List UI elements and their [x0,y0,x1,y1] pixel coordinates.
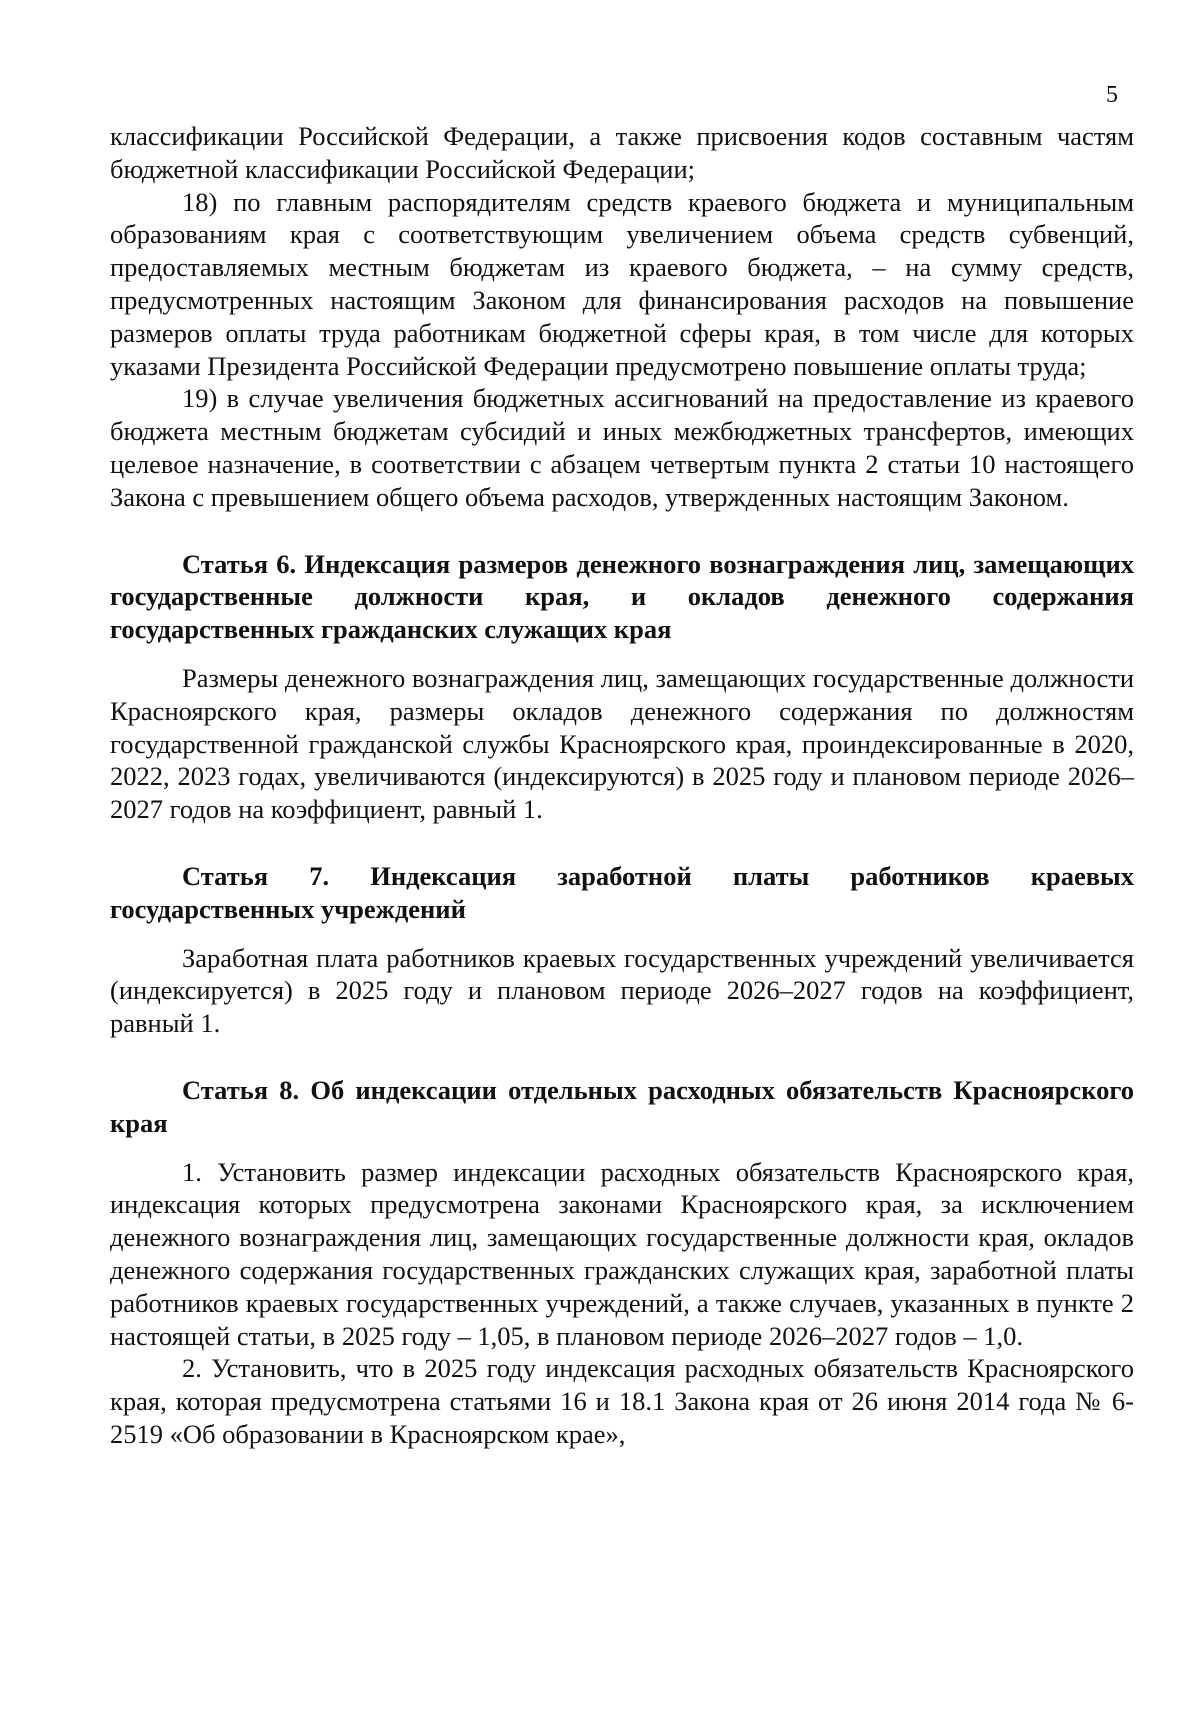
paragraph-item-19: 19) в случае увеличения бюджетных ассигнований на предоставление из краевого бюджета местным бюджетам субсидий и иных межбюджетных трансфертов, имеющих целевое назначение, в соответствии с абзацем четвертым пункта 2 статьи 10 настоящего Закона с превышением общего объема расходов, утвержденных настоящим Законом. [110,383,1134,512]
article-8-item-2: 2. Установить, что в 2025 году индексация расходных обязательств Красноярского края, которая предусмотрена статьями 16 и 18.1 Закона края от 26 июня 2014 года № 6-2519 «Об образовании в Красноярском крае», [110,1353,1134,1449]
page-number: 5 [1106,82,1118,108]
document-body [110,120,1134,1451]
article-7-text: Заработная плата работников краевых государственных учреждений увеличивается (индексируется) в 2025 году и плановом периоде 2026–2027 годов на коэффициент, равный 1. [110,942,1134,1039]
article-6-text: Размеры денежного вознаграждения лиц, замещающих государственные должности Красноярского края, размеры окладов денежного содержания по должностям государственной гражданской службы Красноярского края, проиндексированные в 2020, 2022, 2023 годах, увеличиваются (индексируются) в 2025 году и плановом периоде 2026–2027 годов на коэффициент, равный 1. [110,662,1134,825]
article-8-heading: Статья 8. Об индексации отдельных расходных обязательств Красноярского края [110,1074,1134,1138]
article-7-heading: Статья 7. Индексация заработной платы работников краевых государственных учреждений [110,860,1134,924]
paragraph-continuation: классификации Российской Федерации, а также присвоения кодов составным частям бюджетной классификации Российской Федерации; [110,121,1134,184]
paragraph-item-18: 18) по главным распорядителям средств краевого бюджета и муниципальным образованиям края с соответствующим увеличением объема средств субвенций, предоставляемых местным бюджетам из краевого бюджета, – на сумму средств, предусмотренных настоящим Законом для финансирования расходов на повышение размеров оплаты труда работникам бюджетной сферы края, в том числе для которых указами Президента Российской Федерации предусмотрено повышение оплаты труда; [110,186,1134,381]
article-8-item-1: 1. Установить размер индексации расходных обязательств Красноярского края, индексация которых предусмотрена законами Красноярского края, за исключением денежного вознаграждения лиц, замещающих государственные должности края, окладов денежного содержания государственных гражданских служащих края, заработной платы работников краевых государственных учреждений, а также случаев, указанных в пункте 2 настоящей статьи, в 2025 году – 1,05, в плановом периоде 2026–2027 годов – 1,0. [110,1156,1134,1351]
article-6-heading: Статья 6. Индексация размеров денежного вознаграждения лиц, замещающих государственные должности края, и окладов денежного содержания государственных гражданских служащих края [110,548,1134,645]
